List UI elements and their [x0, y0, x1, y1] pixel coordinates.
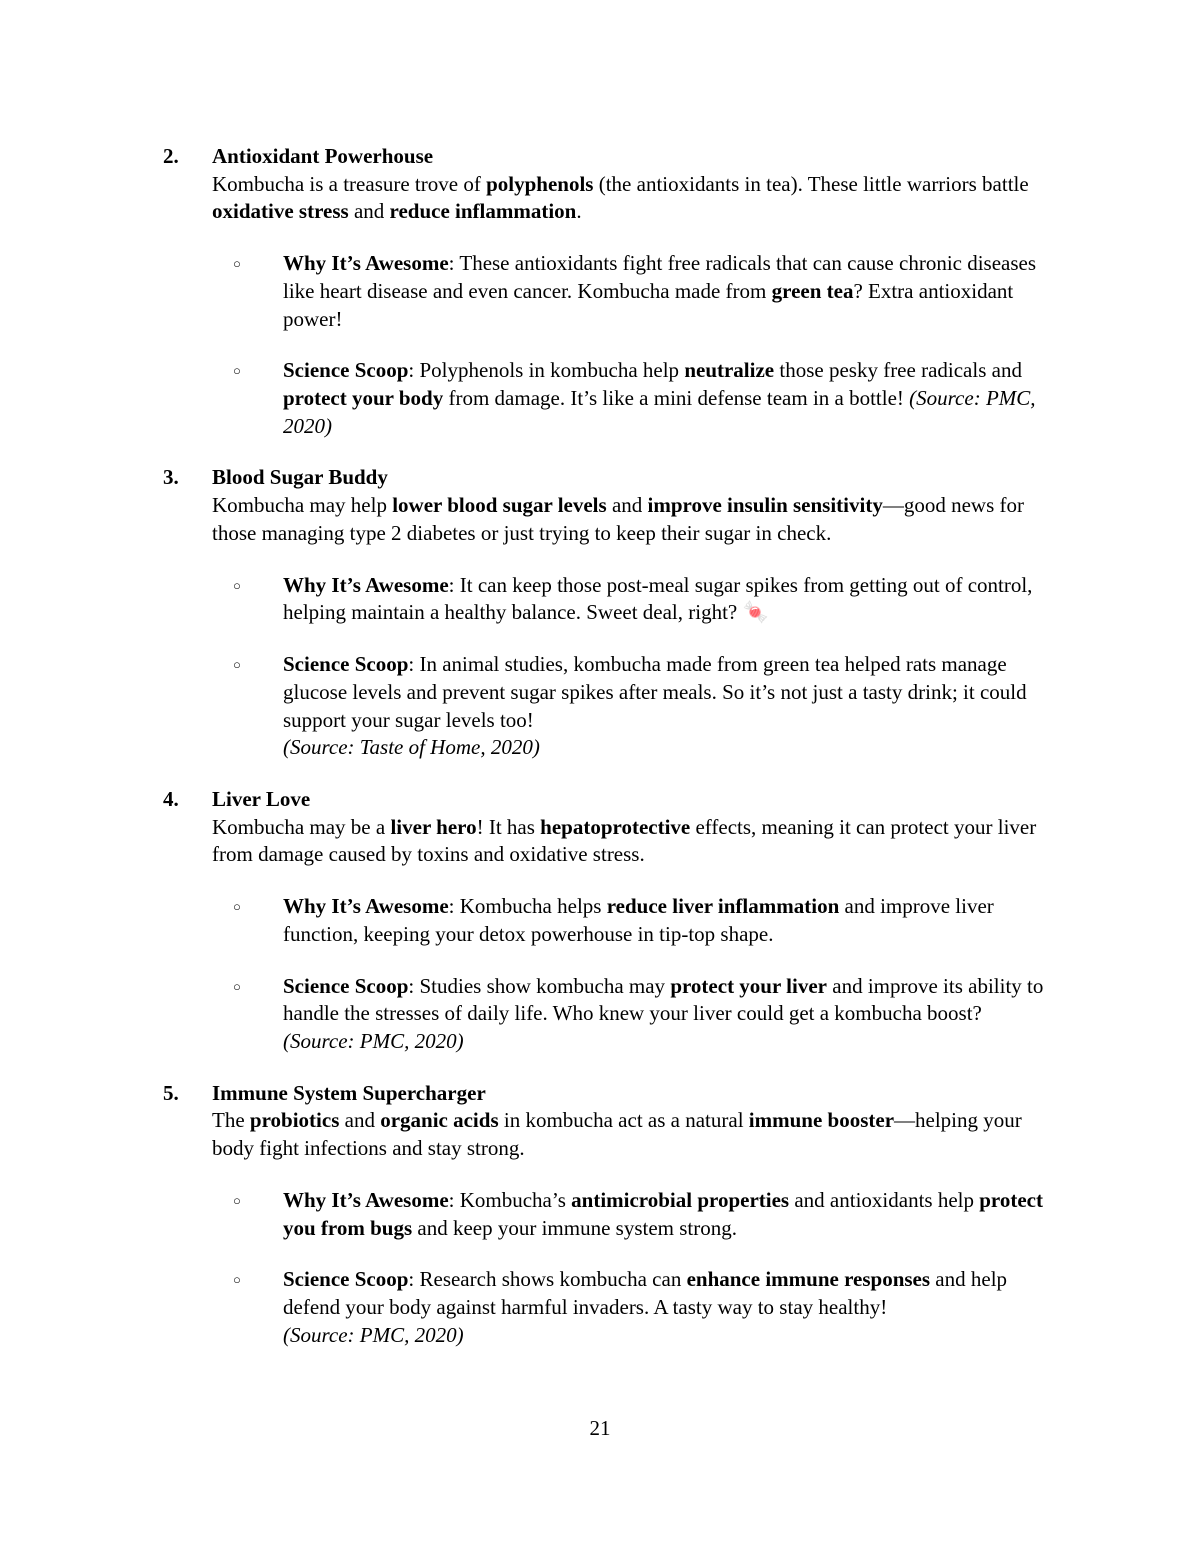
- page-number: 21: [589, 1416, 611, 1440]
- circle-bullet-icon: ○: [233, 1272, 241, 1288]
- bullet-text: Science Scoop: In animal studies, kombucha made from green tea helped rats manage glucose levels and prevent sugar spikes after meals. So it’s not just a tasty drink; it could support your sugar levels too! (Source: Taste of Home, 2020): [283, 652, 1027, 760]
- bullet-text: Science Scoop: Polyphenols in kombucha help neutralize those pesky free radicals and protect your body from damage. It’s like a mini defense team in a bottle! (Source: PMC, 2020): [283, 358, 1036, 438]
- list-item: [163, 786, 1058, 1056]
- circle-bullet-icon: ○: [233, 978, 241, 994]
- circle-bullet-icon: ○: [233, 657, 241, 673]
- bullet-list: [233, 1187, 1058, 1350]
- item-title: Blood Sugar Buddy: [212, 465, 388, 490]
- item-intro: The probiotics and organic acids in kombucha act as a natural immune booster—helping your body fight infections and stay strong.: [212, 1108, 1022, 1161]
- item-heading: [163, 143, 1058, 171]
- item-intro: Kombucha may help lower blood sugar levels and improve insulin sensitivity—good news for those managing type 2 diabetes or just trying to keep their sugar in check.: [212, 493, 1024, 545]
- bullet-list: [233, 893, 1058, 1056]
- bullet-text: Science Scoop: Studies show kombucha may protect your liver and improve its ability to handle the stresses of daily life. Who knew your liver could get a kombucha boost? (Source: PMC, 2020): [283, 973, 1044, 1053]
- bullet-item: [233, 1187, 1058, 1242]
- circle-bullet-icon: ○: [233, 363, 241, 379]
- item-heading: [163, 464, 1058, 492]
- circle-bullet-icon: ○: [233, 1192, 241, 1208]
- item-heading: [163, 1080, 1058, 1108]
- bullet-text: Why It’s Awesome: Kombucha helps reduce liver inflammation and improve liver function, keeping your detox powerhouse in tip-top shape.: [283, 894, 994, 946]
- list-item: [163, 143, 1058, 440]
- bullet-item: [233, 357, 1058, 440]
- bullet-item: [233, 893, 1058, 948]
- bullet-text: Why It’s Awesome: Kombucha’s antimicrobial properties and antioxidants help protect you from bugs and keep your immune system strong.: [283, 1187, 1043, 1240]
- bullet-item: [233, 1266, 1058, 1349]
- item-title: Immune System Supercharger: [212, 1080, 486, 1105]
- list-item: [163, 464, 1058, 761]
- bullet-text: Why It’s Awesome: These antioxidants fight free radicals that can cause chronic diseases like heart disease and even cancer. Kombucha made from green tea? Extra antioxidant power!: [283, 251, 1037, 331]
- item-title: Antioxidant Powerhouse: [212, 144, 434, 168]
- item-number: 2.: [163, 144, 179, 168]
- item-intro: Kombucha is a treasure trove of polyphenols (the antioxidants in tea). These little warriors battle oxidative stress and reduce inflammation.: [212, 171, 1029, 224]
- document-page: [163, 143, 1058, 1373]
- bullet-item: [233, 651, 1058, 762]
- item-heading: [163, 786, 1058, 814]
- circle-bullet-icon: ○: [233, 577, 241, 593]
- circle-bullet-icon: ○: [233, 256, 241, 272]
- bullet-list: [233, 572, 1058, 762]
- bullet-item: [233, 973, 1058, 1056]
- item-number: 3.: [163, 465, 179, 490]
- list-item: [163, 1080, 1058, 1350]
- bullet-text: Science Scoop: Research shows kombucha can enhance immune responses and help defend your body against harmful invaders. A tasty way to stay healthy! (Source: PMC, 2020): [283, 1267, 1008, 1347]
- bullet-item: [233, 572, 1058, 627]
- bullet-text: Why It’s Awesome: It can keep those post-meal sugar spikes from getting out of control, helping maintain a healthy balance. Sweet deal, right? 🍬: [283, 572, 1033, 625]
- item-title: Liver Love: [212, 786, 311, 811]
- item-number: 5.: [163, 1080, 179, 1105]
- circle-bullet-icon: ○: [233, 899, 241, 915]
- item-intro: Kombucha may be a liver hero! It has hepatoprotective effects, meaning it can protect your liver from damage caused by toxins and oxidative stress.: [212, 814, 1037, 867]
- bullet-list: [233, 250, 1058, 440]
- bullet-item: [233, 250, 1058, 333]
- item-number: 4.: [163, 786, 179, 811]
